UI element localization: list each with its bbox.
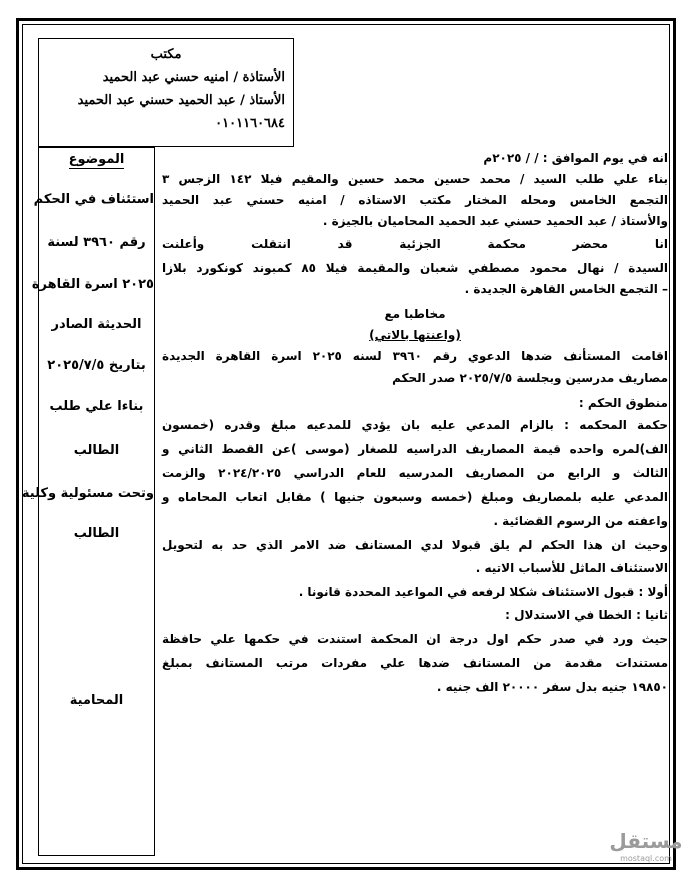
body-line: الف)لمره واحده قيمة المصاريف الدراسيه للصغار (موسى )عن القصط الثاني و xyxy=(162,442,668,456)
subject-line: ٢٠٢٥ اسرة القاهرة xyxy=(31,277,154,292)
body-line: وحيث ان هذا الحكم لم يلق قبولا لدي المستانف ضد الامر الذي حد به لتحويل xyxy=(162,538,668,552)
addressed-to-line: مخاطبا مع xyxy=(384,307,446,321)
reason-first: أولا : قبول الاستئناف شكلا لرفعه في المواعيد المحددة قانونا . xyxy=(298,585,668,599)
office-title: مكتب xyxy=(150,47,182,62)
body-line: الاستئناف الماثل للأسباب الاتيه . xyxy=(475,561,668,575)
subject-line: وتحت مسئولية وكلية xyxy=(21,486,154,501)
lawyer-signature-label: المحامية xyxy=(69,693,124,708)
body-line: ١٩٨٥٠ جنيه بدل سفر ٢٠٠٠٠ الف جنيه . xyxy=(436,680,668,694)
body-line: المدعي عليه بلمصاريف ومبلغ (خمسه وسبعون جنيها ) مقابل اتعاب المحاماه و xyxy=(162,490,668,504)
mostaql-watermark xyxy=(606,828,686,872)
subject-line: استئناف في الحكم xyxy=(33,192,154,207)
body-line: التجمع الخامس ومحله المختار مكتب الاستاذه / امنيه حسني عبد الحميد xyxy=(162,193,668,207)
body-line: انا محضر محكمة الجزئية قد انتقلت وأعلنت xyxy=(162,237,668,251)
subject-line: الحديثة الصادر xyxy=(51,317,142,332)
notice-heading: (واعنتها بالاتي) xyxy=(369,328,461,342)
body-line: – التجمع الخامس القاهرة الجديدة . xyxy=(464,282,668,296)
subject-line: رقم ٣٩٦٠ لسنة xyxy=(47,235,146,250)
body-line: الثالث و الرابع من المصاريف المدرسيه للعام الدراسي ٢٠٢٤/٢٠٢٥ والزمت xyxy=(162,466,669,480)
reason-second: ثانيا : الخطا في الاستدلال : xyxy=(505,608,668,622)
judgment-heading: منطوق الحكم : xyxy=(578,396,668,410)
lawyer-name-2: الأستاذ / عبد الحميد حسني عبد الحميد xyxy=(77,93,285,108)
body-line: حكمة المحكمه : بالزام المدعي عليه بان يؤدي للمدعيه مبلغ وقدره (خمسون xyxy=(162,418,668,432)
body-line: مستندات مقدمة من المستانف ضدها علي مفردات مرتب المستانف بمبلغ xyxy=(162,656,668,670)
office-header-box xyxy=(38,38,294,147)
lawyer-name-1: الأستاذة / امنيه حسني عبد الحميد xyxy=(102,70,285,85)
body-line: السيدة / نهال محمود مصطفي شعبان والمقيمة فيلا ٨٥ كمبوند كونكورد بلازا xyxy=(162,261,668,275)
subject-line: بتاريخ ٢٠٢٥/٧/٥ xyxy=(47,358,146,373)
body-line: اقامت المستأنف ضدها الدعوي رقم ٣٩٦٠ لسنه ٢٠٢٥ اسرة القاهرة الجديدة xyxy=(162,349,668,363)
body-line: والأستاذ / عبد الحميد حسني عبد الحميد المحاميان بالجيزة . xyxy=(322,214,668,228)
body-line: حيث ورد في صدر حكم اول درجة ان المحكمة استندت في حكمها علي حافظة xyxy=(162,632,668,646)
subject-line: الطالب xyxy=(73,443,120,458)
body-line: واعفته من الرسوم القضائية . xyxy=(493,514,668,528)
office-phone: ٠١٠١١٦٠٦٨٤ xyxy=(215,116,285,131)
subject-line: بناءا علي طلب xyxy=(49,399,144,414)
body-line: مصاريف مدرسين وبجلسة ٢٠٢٥/٧/٥ صدر الحكم xyxy=(392,371,668,385)
date-line: انه في يوم الموافق : / / ٢٠٢٥م xyxy=(483,151,668,165)
subject-line: الطالب xyxy=(73,526,120,541)
subject-column xyxy=(21,147,155,856)
subject-label: الموضوع xyxy=(68,152,125,167)
watermark-site: mostaql.com xyxy=(620,854,672,863)
body-line: بناء علي طلب السيد / محمد حسين محمد حسين والمقيم فيلا ١٤٢ الزجس ٣ xyxy=(162,172,669,186)
watermark-brand: مستقل xyxy=(609,829,683,853)
